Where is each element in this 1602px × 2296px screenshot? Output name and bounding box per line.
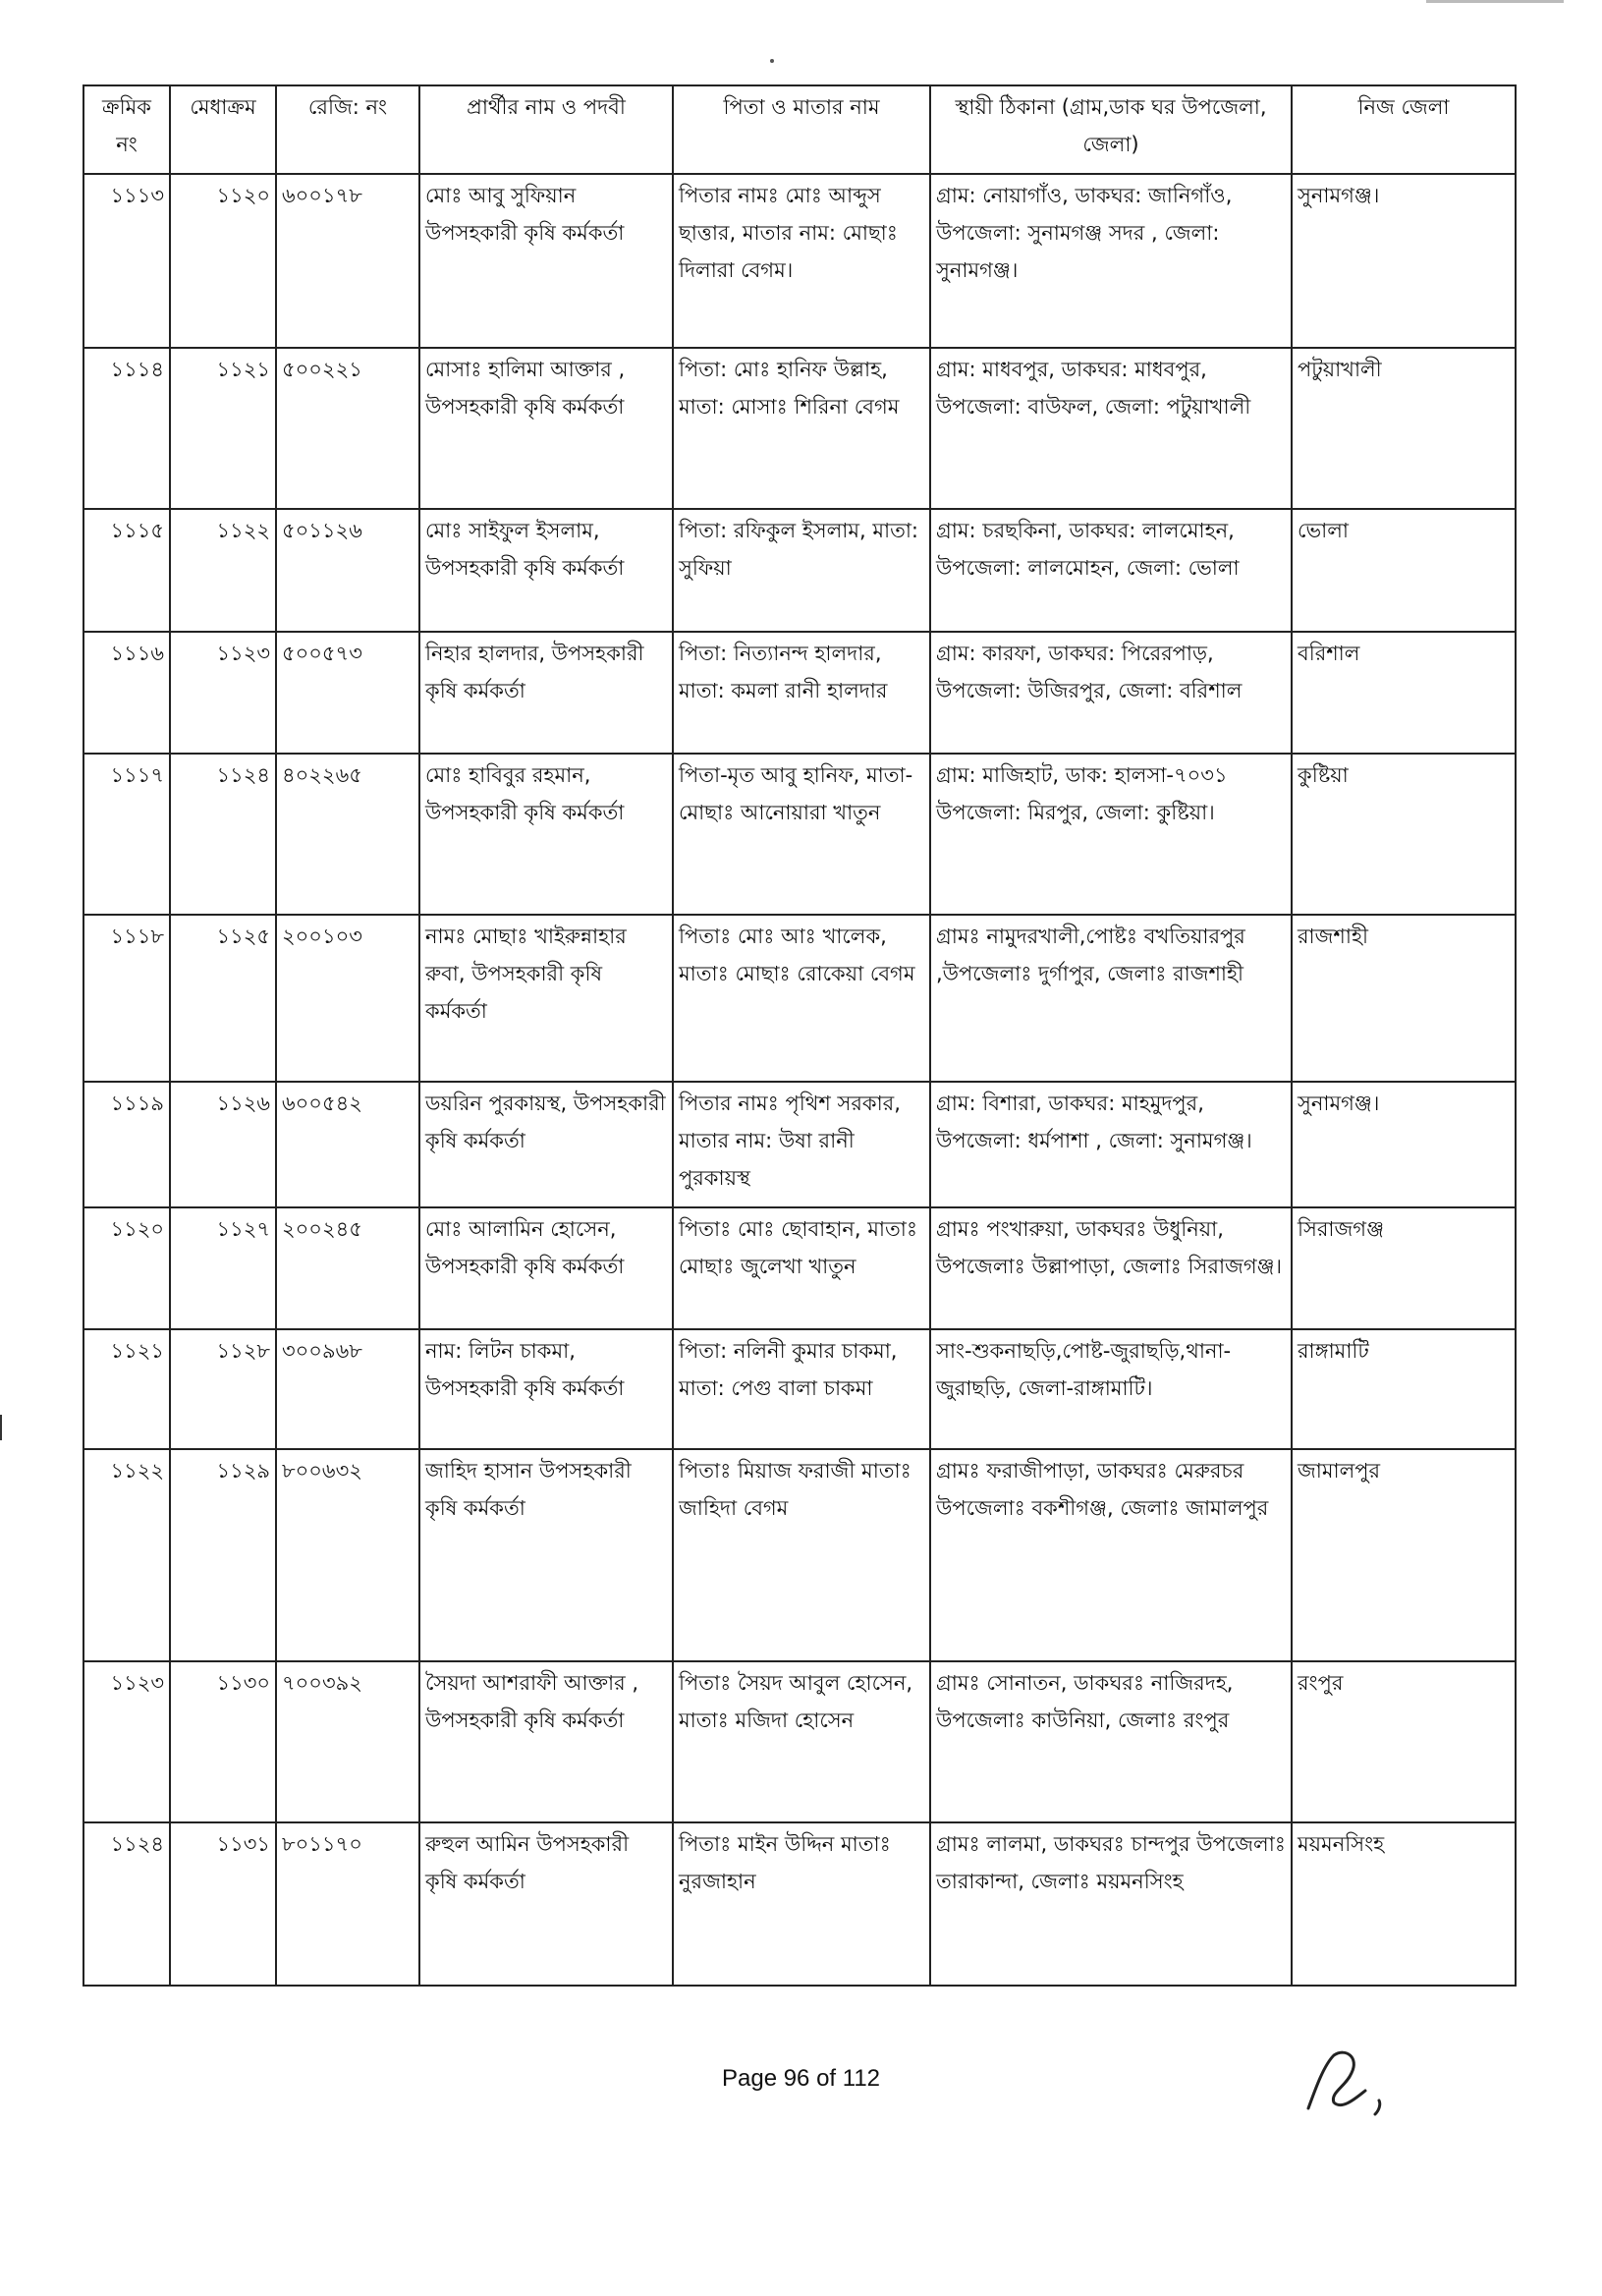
reg-cell: ৬০০১৭৮ (276, 174, 419, 348)
serial-cell: ১১১৮ (83, 915, 170, 1082)
district-cell: কুষ্টিয়া (1292, 754, 1516, 915)
header-name: প্রার্থীর নাম ও পদবী (419, 85, 673, 174)
merit-cell: ১১২০ (170, 174, 276, 348)
district-cell: বরিশাল (1292, 632, 1516, 754)
reg-cell: ৫০১১২৬ (276, 509, 419, 632)
table-row (83, 1207, 1516, 1329)
parents-cell: পিতা: নিত্যানন্দ হালদার, মাতা: কমলা রানী হালদার (673, 632, 930, 754)
address-cell: গ্রাম: মাজিহাট, ডাক: হালসা-৭০৩১ উপজেলা: মিরপুর, জেলা: কুষ্টিয়া। (930, 754, 1292, 915)
name-cell: নিহার হালদার, উপসহকারী কৃষি কর্মকর্তা (419, 632, 673, 754)
candidate-table (83, 84, 1517, 1987)
serial-cell: ১১১৩ (83, 174, 170, 348)
header-parents: পিতা ও মাতার নাম (673, 85, 930, 174)
header-row (83, 85, 1516, 174)
name-cell: রুহুল আমিন উপসহকারী কৃষি কর্মকর্তা (419, 1822, 673, 1986)
reg-cell: ৪০২২৬৫ (276, 754, 419, 915)
address-cell: গ্রামঃ লালমা, ডাকঘরঃ চান্দপুর উপজেলাঃ তারাকান্দা, জেলাঃ ময়মনসিংহ (930, 1822, 1292, 1986)
stray-mark (770, 59, 774, 63)
parents-cell: পিতা: নলিনী কুমার চাকমা, মাতা: পেগু বালা চাকমা (673, 1329, 930, 1449)
reg-cell: ৮০১১৭০ (276, 1822, 419, 1986)
merit-cell: ১১২২ (170, 509, 276, 632)
parents-cell: পিতা: মোঃ হানিফ উল্লাহ, মাতা: মোসাঃ শিরিনা বেগম (673, 348, 930, 509)
reg-cell: ২০০১০৩ (276, 915, 419, 1082)
edge-tick (0, 1415, 2, 1440)
merit-cell: ১১২৪ (170, 754, 276, 915)
reg-cell: ৬০০৫৪২ (276, 1082, 419, 1207)
table-row (83, 174, 1516, 348)
name-cell: মোঃ হাবিবুর রহমান, উপসহকারী কৃষি কর্মকর্তা (419, 754, 673, 915)
page-number: Page 96 of 112 (721, 2065, 881, 2092)
district-cell: সুনামগঞ্জ। (1292, 1082, 1516, 1207)
name-cell: মোঃ সাইফুল ইসলাম, উপসহকারী কৃষি কর্মকর্তা (419, 509, 673, 632)
district-cell: ভোলা (1292, 509, 1516, 632)
table-row (83, 754, 1516, 915)
merit-cell: ১১৩০ (170, 1661, 276, 1822)
name-cell: নাম: লিটন চাকমা, উপসহকারী কৃষি কর্মকর্তা (419, 1329, 673, 1449)
serial-cell: ১১২০ (83, 1207, 170, 1329)
serial-cell: ১১২৩ (83, 1661, 170, 1822)
table-row (83, 915, 1516, 1082)
serial-cell: ১১১৪ (83, 348, 170, 509)
address-cell: গ্রাম: মাধবপুর, ডাকঘর: মাধবপুর, উপজেলা: বাউফল, জেলা: পটুয়াখালী (930, 348, 1292, 509)
header-merit: মেধাক্রম (170, 85, 276, 174)
parents-cell: পিতা-মৃত আবু হানিফ, মাতা-মোছাঃ আনোয়ারা খাতুন (673, 754, 930, 915)
address-cell: সাং-শুকনাছড়ি,পোষ্ট-জুরাছড়ি,থানা-জুরাছড়ি, জেলা-রাঙ্গামাটি। (930, 1329, 1292, 1449)
name-cell: ডয়রিন পুরকায়স্থ, উপসহকারী কৃষি কর্মকর্তা (419, 1082, 673, 1207)
merit-cell: ১১২৬ (170, 1082, 276, 1207)
parents-cell: পিতাঃ মিয়াজ ফরাজী মাতাঃ জাহিদা বেগম (673, 1449, 930, 1661)
table-row (83, 1822, 1516, 1986)
merit-cell: ১১২৭ (170, 1207, 276, 1329)
table-row (83, 632, 1516, 754)
serial-cell: ১১২৪ (83, 1822, 170, 1986)
address-cell: গ্রামঃ ফরাজীপাড়া, ডাকঘরঃ মেরুরচর উপজেলাঃ বকশীগঞ্জ, জেলাঃ জামালপুর (930, 1449, 1292, 1661)
address-cell: গ্রামঃ সোনাতন, ডাকঘরঃ নাজিরদহ, উপজেলাঃ কাউনিয়া, জেলাঃ রংপুর (930, 1661, 1292, 1822)
merit-cell: ১১২৯ (170, 1449, 276, 1661)
name-cell: সৈয়দা আশরাফী আক্তার , উপসহকারী কৃষি কর্মকর্তা (419, 1661, 673, 1822)
reg-cell: ৩০০৯৬৮ (276, 1329, 419, 1449)
parents-cell: পিতা: রফিকুল ইসলাম, মাতা: সুফিয়া (673, 509, 930, 632)
name-cell: মোসাঃ হালিমা আক্তার , উপসহকারী কৃষি কর্মকর্তা (419, 348, 673, 509)
name-cell: মোঃ আলামিন হোসেন, উপসহকারী কৃষি কর্মকর্তা (419, 1207, 673, 1329)
district-cell: সিরাজগঞ্জ (1292, 1207, 1516, 1329)
table-row (83, 1661, 1516, 1822)
parents-cell: পিতাঃ মোঃ আঃ খালেক, মাতাঃ মোছাঃ রোকেয়া বেগম (673, 915, 930, 1082)
name-cell: জাহিদ হাসান উপসহকারী কৃষি কর্মকর্তা (419, 1449, 673, 1661)
parents-cell: পিতাঃ মাইন উদ্দিন মাতাঃ নুরজাহান (673, 1822, 930, 1986)
merit-cell: ১১৩১ (170, 1822, 276, 1986)
district-cell: পটুয়াখালী (1292, 348, 1516, 509)
merit-cell: ১১২৮ (170, 1329, 276, 1449)
serial-cell: ১১১৭ (83, 754, 170, 915)
table-row (83, 348, 1516, 509)
serial-cell: ১১১৯ (83, 1082, 170, 1207)
name-cell: মোঃ আবু সুফিয়ান উপসহকারী কৃষি কর্মকর্তা (419, 174, 673, 348)
header-district: নিজ জেলা (1292, 85, 1516, 174)
table-row (83, 509, 1516, 632)
address-cell: গ্রাম: বিশারা, ডাকঘর: মাহমুদপুর, উপজেলা: ধর্মপাশা , জেলা: সুনামগঞ্জ। (930, 1082, 1292, 1207)
parents-cell: পিতার নামঃ মোঃ আব্দুস ছাত্তার, মাতার নাম: মোছাঃ দিলারা বেগম। (673, 174, 930, 348)
table-row (83, 1449, 1516, 1661)
merit-cell: ১১২৫ (170, 915, 276, 1082)
address-cell: গ্রাম: নোয়াগাঁও, ডাকঘর: জানিগাঁও, উপজেলা: সুনামগঞ্জ সদর , জেলা: সুনামগঞ্জ। (930, 174, 1292, 348)
table-row (83, 1329, 1516, 1449)
district-cell: রাজশাহী (1292, 915, 1516, 1082)
name-cell: নামঃ মোছাঃ খাইরুন্নাহার রুবা, উপসহকারী কৃষি কর্মকর্তা (419, 915, 673, 1082)
header-serial: ক্রমিক নং (83, 85, 170, 174)
serial-cell: ১১১৫ (83, 509, 170, 632)
table-row (83, 1082, 1516, 1207)
address-cell: গ্রাম: চরছকিনা, ডাকঘর: লালমোহন, উপজেলা: লালমোহন, জেলা: ভোলা (930, 509, 1292, 632)
serial-cell: ১১১৬ (83, 632, 170, 754)
signature-mark (1295, 2044, 1412, 2122)
address-cell: গ্রামঃ পংখারুয়া, ডাকঘরঃ উধুনিয়া, উপজেলাঃ উল্লাপাড়া, জেলাঃ সিরাজগঞ্জ। (930, 1207, 1292, 1329)
serial-cell: ১১২১ (83, 1329, 170, 1449)
reg-cell: ৮০০৬৩২ (276, 1449, 419, 1661)
top-corner-rule (1426, 0, 1564, 3)
parents-cell: পিতার নামঃ পৃথিশ সরকার, মাতার নাম: উষা রানী পুরকায়স্থ (673, 1082, 930, 1207)
serial-cell: ১১২২ (83, 1449, 170, 1661)
district-cell: জামালপুর (1292, 1449, 1516, 1661)
address-cell: গ্রামঃ নামুদরখালী,পোষ্টঃ বখতিয়ারপুর ,উপজেলাঃ দুর্গাপুর, জেলাঃ রাজশাহী (930, 915, 1292, 1082)
reg-cell: ৭০০৩৯২ (276, 1661, 419, 1822)
reg-cell: ২০০২৪৫ (276, 1207, 419, 1329)
merit-cell: ১১২৩ (170, 632, 276, 754)
district-cell: রাঙ্গামাটি (1292, 1329, 1516, 1449)
reg-cell: ৫০০২২১ (276, 348, 419, 509)
parents-cell: পিতাঃ সৈয়দ আবুল হোসেন, মাতাঃ মজিদা হোসেন (673, 1661, 930, 1822)
header-reg: রেজি: নং (276, 85, 419, 174)
reg-cell: ৫০০৫৭৩ (276, 632, 419, 754)
address-cell: গ্রাম: কারফা, ডাকঘর: পিরেরপাড়, উপজেলা: উজিরপুর, জেলা: বরিশাল (930, 632, 1292, 754)
district-cell: রংপুর (1292, 1661, 1516, 1822)
district-cell: সুনামগঞ্জ। (1292, 174, 1516, 348)
merit-cell: ১১২১ (170, 348, 276, 509)
parents-cell: পিতাঃ মোঃ ছোবাহান, মাতাঃ মোছাঃ জুলেখা খাতুন (673, 1207, 930, 1329)
district-cell: ময়মনসিংহ (1292, 1822, 1516, 1986)
header-address: স্থায়ী ঠিকানা (গ্রাম,ডাক ঘর উপজেলা, জেলা) (930, 85, 1292, 174)
